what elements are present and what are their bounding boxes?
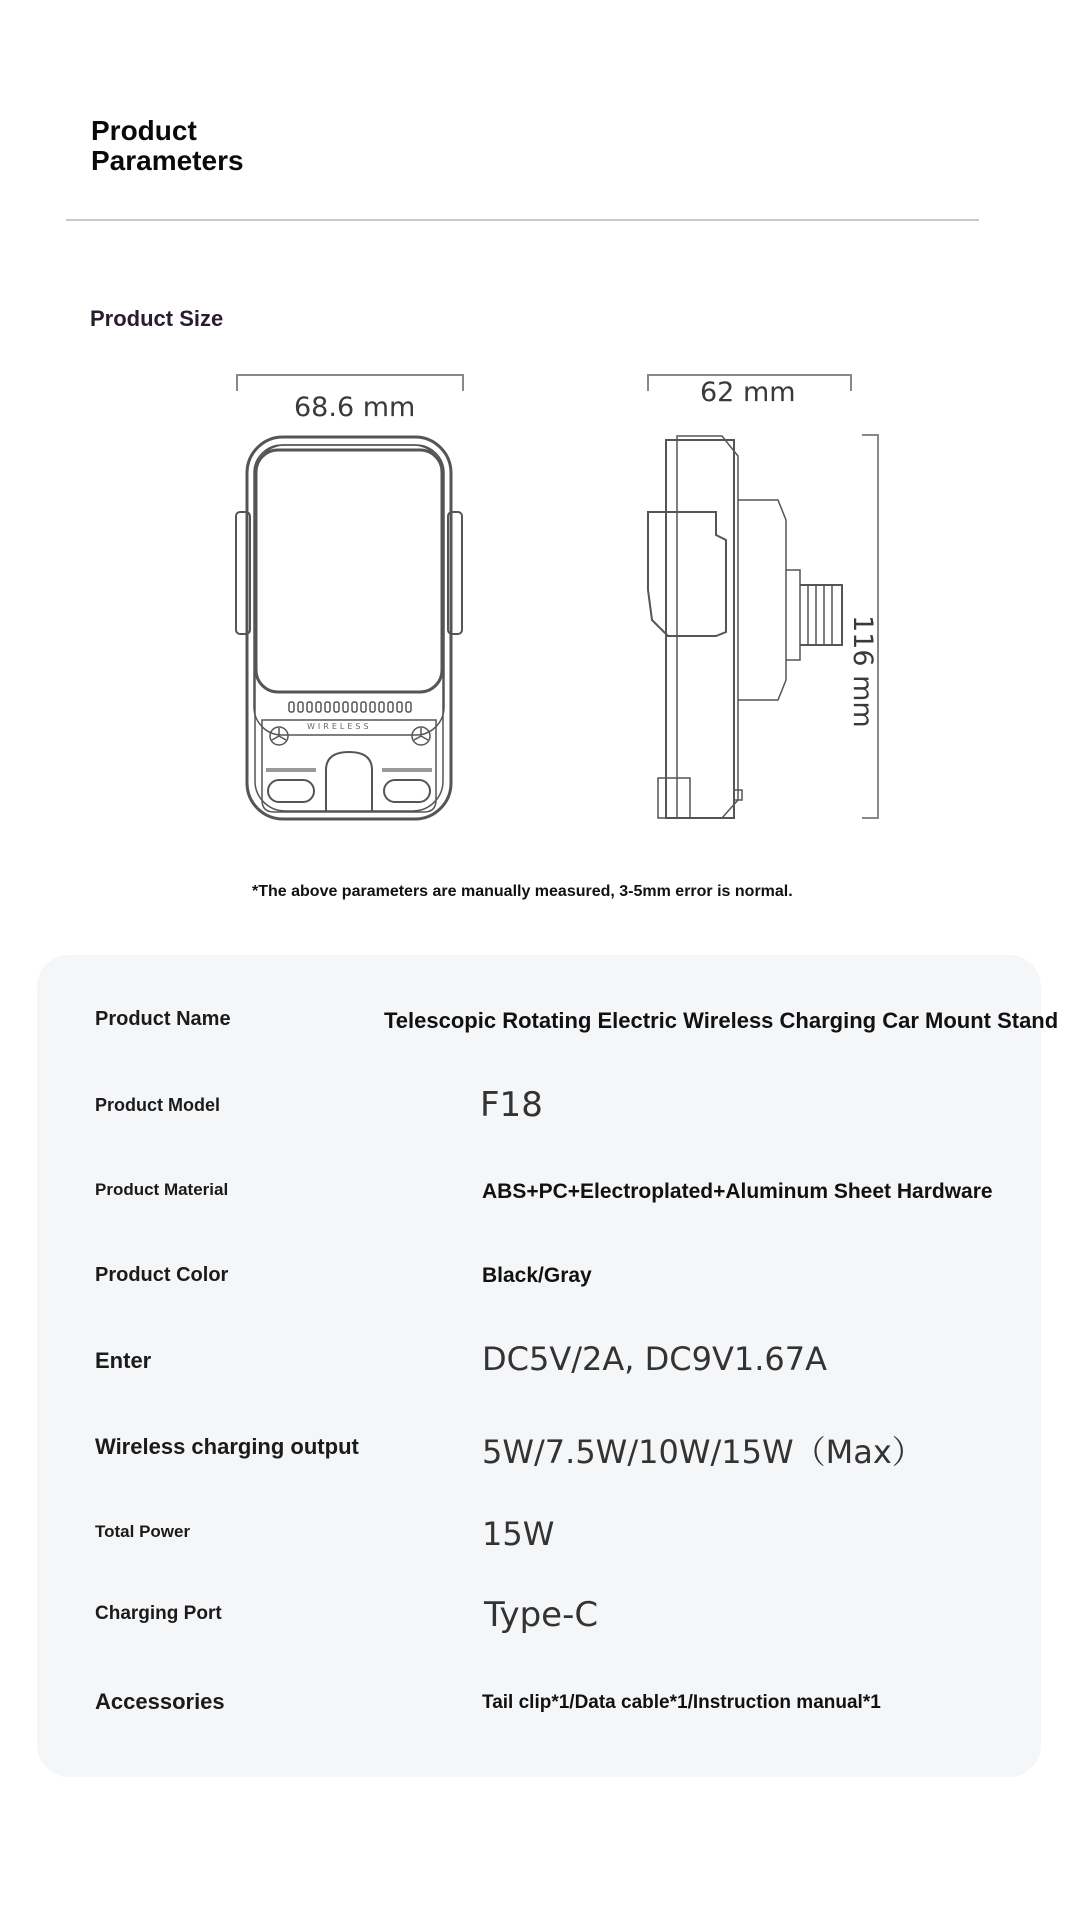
spec-table — [37, 955, 1059, 1777]
spec-value: DC5V/2A, DC9V1.67A — [482, 1340, 827, 1378]
page-title-line1: Product — [91, 115, 197, 146]
product-size-heading: Product Size — [90, 306, 224, 331]
front-width-label: 68.6 mm — [294, 392, 416, 423]
spec-value: 5W/7.5W/10W/15W（Max） — [482, 1433, 924, 1471]
spec-value: ABS+PC+Electroplated+Aluminum Sheet Hardware — [482, 1180, 993, 1203]
spec-value: Tail clip*1/Data cable*1/Instruction manual*1 — [482, 1692, 881, 1713]
spec-value: F18 — [480, 1085, 543, 1125]
front-view-label: WIRELESS — [307, 722, 372, 731]
front-width-bracket — [237, 375, 463, 391]
spec-value: Telescopic Rotating Electric Wireless Charging Car Mount Stand — [384, 1008, 1059, 1033]
spec-label: Product Model — [95, 1095, 220, 1115]
spec-label: Total Power — [95, 1522, 191, 1541]
spec-label: Product Material — [95, 1180, 229, 1199]
side-view-icon — [648, 436, 842, 818]
spec-label: Product Color — [95, 1264, 229, 1286]
spec-label: Enter — [95, 1348, 152, 1373]
spec-value: Type-C — [484, 1595, 599, 1635]
height-label: 116 mm — [847, 615, 878, 728]
spec-label: Charging Port — [95, 1603, 222, 1624]
front-view-icon — [236, 437, 462, 819]
side-width-label: 62 mm — [700, 377, 796, 408]
spec-label: Accessories — [95, 1689, 225, 1714]
spec-value: 15W — [482, 1515, 555, 1553]
product-size-diagram — [0, 0, 1077, 860]
spec-value: Black/Gray — [482, 1264, 592, 1287]
spec-label: Wireless charging output — [95, 1434, 359, 1459]
page-title-line2: Parameters — [91, 145, 244, 176]
measurement-note: *The above parameters are manually measured, 3-5mm error is normal. — [252, 883, 793, 900]
spec-label: Product Name — [95, 1008, 231, 1030]
